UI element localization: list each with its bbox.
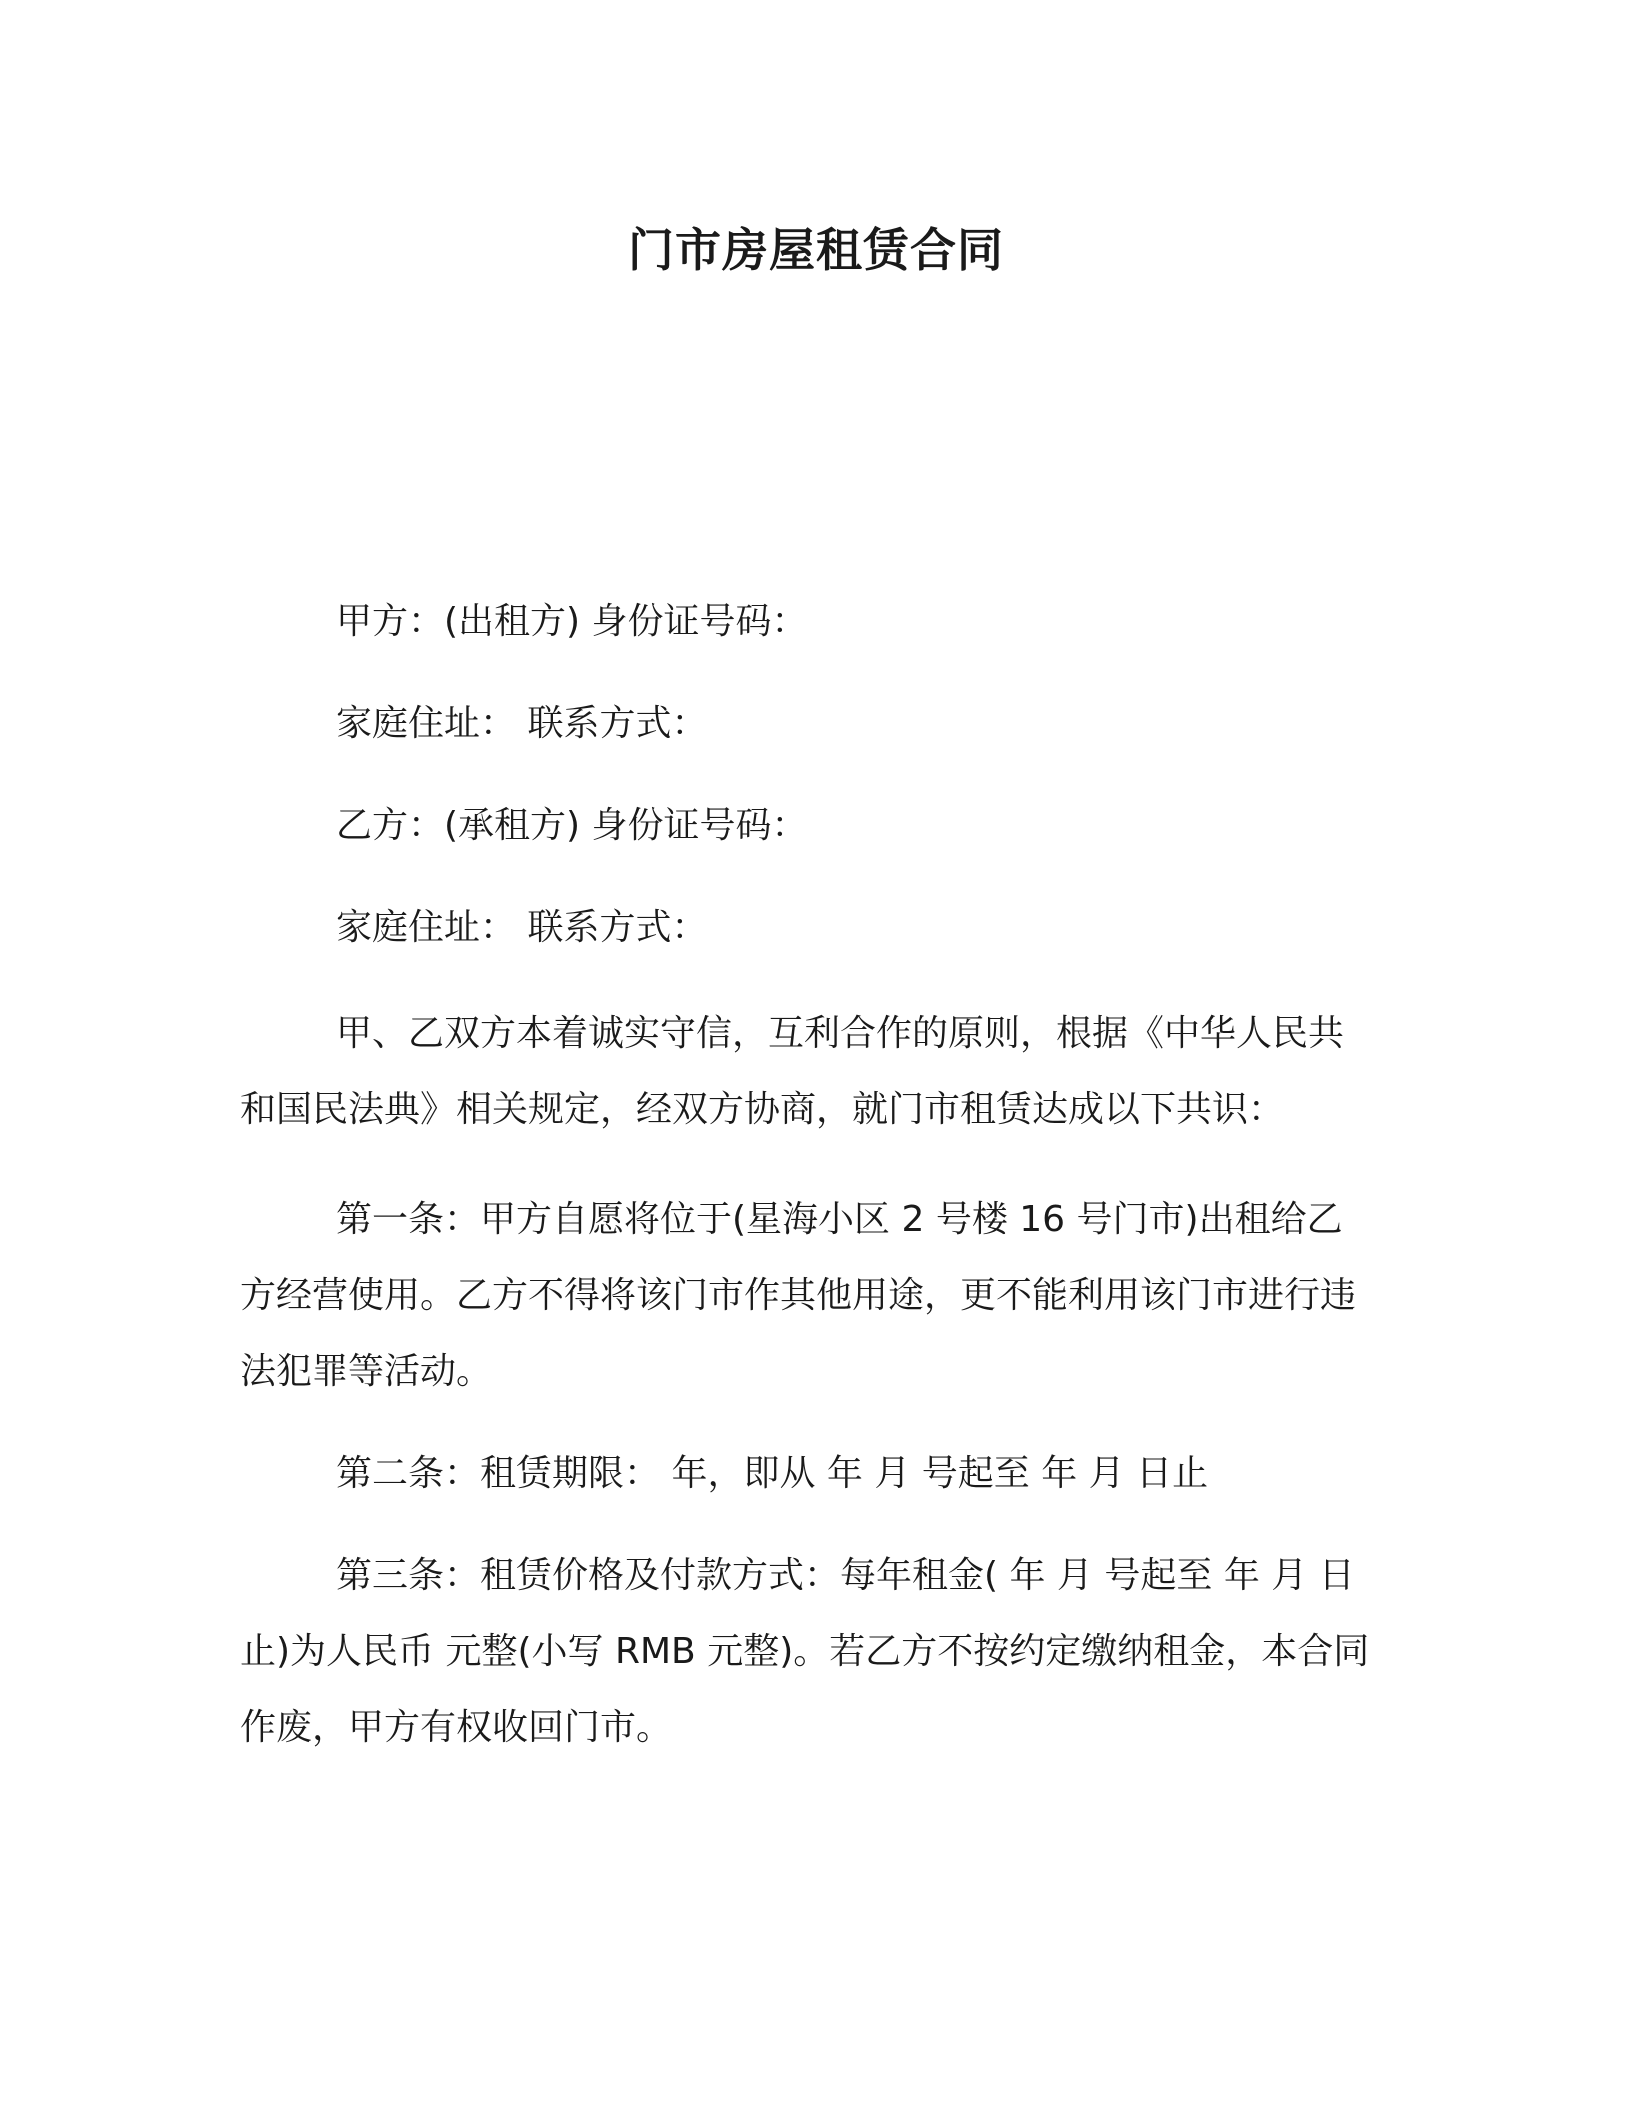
party-a-address-line: 家庭住址： 联系方式： (336, 703, 708, 744)
preamble-paragraph: 甲、乙双方本着诚实守信，互利合作的原则，根据《中华人民共和国民法典》相关规定，经双方协商，就门市租赁达成以下共识： (240, 1013, 1345, 1130)
party-b-line: 乙方：(承租方) 身份证号码： (336, 805, 808, 846)
party-b-address-line: 家庭住址： 联系方式： (336, 907, 708, 948)
party-a-line: 甲方：(出租方) 身份证号码： (336, 601, 808, 642)
article-3-paragraph: 第三条：租赁价格及付款方式：每年租金( 年 月 号起至 年 月 日止)为人民币 元整(小写 RMB 元整)。若乙方不按约定缴纳租金，本合同作废，甲方有权收回门市。 (240, 1555, 1370, 1748)
article-1-paragraph: 第一条：甲方自愿将位于(星海小区 2 号楼 16 号门市)出租给乙方经营使用。乙方不得将该门市作其他用途，更不能利用该门市进行违法犯罪等活动。 (240, 1199, 1357, 1392)
article-2-paragraph: 第二条：租赁期限： 年，即从 年 月 号起至 年 月 日止 (336, 1453, 1209, 1494)
document-title: 门市房屋租赁合同 (628, 223, 1004, 277)
